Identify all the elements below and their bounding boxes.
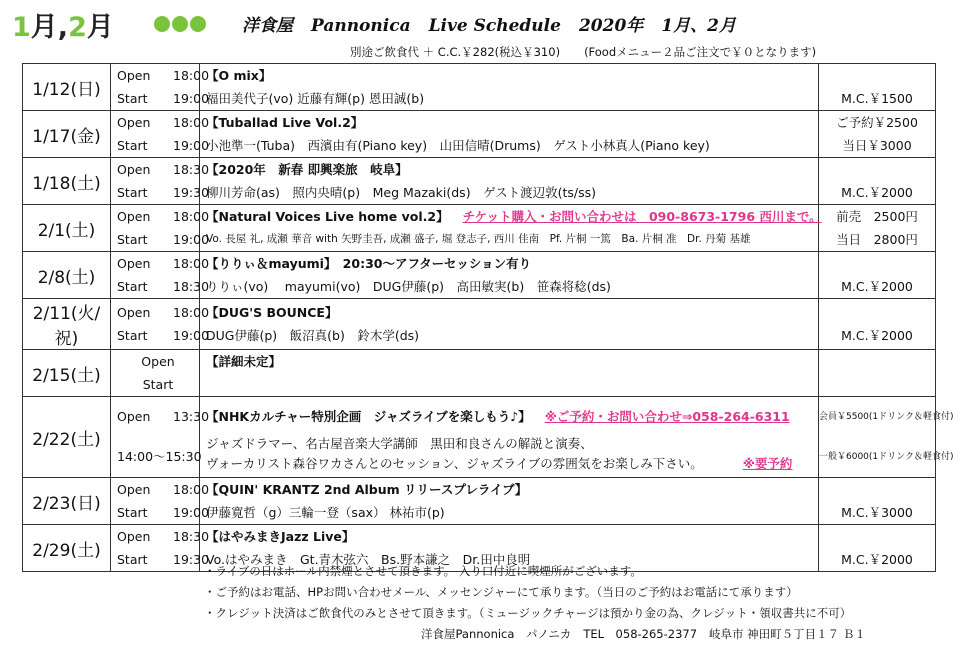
footer (421, 626, 878, 642)
event-row (23, 158, 936, 205)
event-price (819, 252, 936, 299)
open-time-label: Open (117, 68, 151, 83)
start-time-value: 18:30 (173, 279, 210, 294)
months-label: 1月、2月 (661, 16, 736, 36)
open-time-label: Open (117, 529, 151, 544)
event-title: 【O mix】 (206, 68, 272, 83)
price-line-1: 会員￥5500(1ドリンク＆軽食付) (819, 412, 954, 422)
open-time (117, 525, 210, 548)
price-line-2: M.C.￥2000 (841, 279, 913, 294)
charge-text: 別途ご飲食代 ＋ C.C.￥282(税込￥310) (350, 45, 561, 59)
price-line-2: M.C.￥2000 (841, 185, 913, 200)
event-date: 1/17(金) (23, 111, 111, 158)
start-time-value: 19:00 (173, 505, 210, 520)
event-times (111, 205, 210, 252)
open-time-value: 18:30 (173, 529, 210, 544)
month-heading (12, 5, 114, 44)
event-title: 【QUIN' KRANTZ 2nd Album リリースプレライブ】 (206, 482, 528, 497)
start-time (117, 324, 210, 347)
event-date: 2/15(土) (23, 350, 111, 397)
event-times (111, 525, 210, 572)
event-members: 福田美代子(vo) 近藤有輝(p) 恩田誠(b) (206, 91, 425, 106)
event-info (200, 111, 819, 158)
event-members: DUG伊藤(p) 飯沼真(b) 鈴木学(ds) (206, 328, 420, 343)
price-line-2: 一般￥6000(1ドリンク＆軽食付) (819, 452, 954, 462)
start-time-label: Start (117, 91, 148, 106)
event-price (819, 525, 936, 572)
event-times (111, 397, 210, 478)
open-time-label: Open (117, 162, 151, 177)
price-line-2: 当日 2800円 (836, 232, 918, 247)
open-time-value: 18:00 (173, 209, 210, 224)
open-time-label: Open (117, 305, 151, 320)
price-line-2 (819, 373, 935, 396)
open-time (117, 350, 199, 373)
event-members: 柳川芳命(as) 照内央晴(p) Meg Mazaki(ds) ゲスト渡辺敦(ts/ss) (206, 185, 596, 200)
event-price (819, 205, 936, 252)
month-2: 2 (68, 12, 87, 43)
page-title (242, 11, 754, 36)
open-time-value: 18:30 (173, 162, 210, 177)
event-price (819, 397, 954, 478)
open-time-label: Open (117, 209, 151, 224)
price-line-2: M.C.￥3000 (841, 505, 913, 520)
open-time-value: 18:00 (173, 115, 210, 130)
event-row (23, 252, 936, 299)
event-info (200, 158, 819, 205)
event-info (200, 64, 819, 111)
event-times (111, 111, 210, 158)
footer-address: 岐阜市 神田町５丁目１７ Ｂ１ (709, 627, 866, 641)
event-price (819, 299, 936, 350)
price-line-1: 前売 2500円 (836, 209, 918, 224)
venue-name: Pannonica (311, 16, 411, 36)
start-time-value: 14:00～15:30 (117, 449, 202, 464)
event-row (23, 64, 936, 111)
price-line-2: M.C.￥1500 (841, 91, 913, 106)
event-info (200, 205, 822, 252)
open-time (117, 158, 210, 181)
event-row (23, 205, 936, 252)
month-comma: , (57, 12, 69, 43)
event-row (23, 478, 936, 525)
dot-icon (190, 16, 206, 32)
start-time-value: 19:00 (173, 138, 210, 153)
start-time-label: Start (117, 232, 148, 247)
start-time-value: 19:30 (173, 185, 210, 200)
event-title: 【2020年 新春 即興楽旅 岐阜】 (206, 162, 408, 177)
start-time-value: 19:00 (173, 91, 210, 106)
event-price (819, 64, 936, 111)
price-line-2: M.C.￥2000 (841, 552, 913, 567)
start-time-label: Start (117, 328, 148, 343)
start-time-value: 19:00 (173, 232, 210, 247)
open-time-value: 18:00 (173, 68, 210, 83)
open-time (117, 397, 210, 437)
open-time (117, 205, 210, 228)
start-time (117, 228, 210, 251)
footer-name: 洋食屋Pannonica パノニカ (421, 627, 572, 641)
month-kanji: 月 (30, 12, 58, 43)
price-line-1 (819, 158, 935, 181)
event-title: 【りりぃ＆mayumi】 20:30～アフターセッション有り (206, 256, 532, 271)
event-info (200, 478, 819, 525)
contact-link: ※ご予約・お問い合わせ⇒058-264-6311 (544, 409, 790, 424)
open-time (117, 252, 210, 275)
open-time (117, 478, 210, 501)
event-date: 1/18(土) (23, 158, 111, 205)
price-line-1: ご予約￥2500 (836, 115, 918, 130)
open-time-value: 18:00 (173, 305, 210, 320)
price-line-1 (819, 301, 935, 324)
start-time-label: Start (117, 185, 148, 200)
year-label: 2020年 (578, 16, 644, 36)
event-times (111, 350, 200, 397)
start-time (117, 501, 210, 524)
event-members (206, 373, 818, 396)
start-time (117, 134, 210, 157)
event-info (200, 299, 819, 350)
start-time-label: Start (142, 377, 174, 392)
start-time (117, 373, 199, 396)
event-title: 【Natural Voices Live home vol.2】 (206, 209, 449, 224)
month-kanji-2: 月 (86, 12, 114, 43)
event-price (819, 478, 936, 525)
price-line-2: 当日￥3000 (842, 138, 912, 153)
event-members-2: ヴォーカリスト森谷ワカさんとのセッション、ジャズライブの雰囲気をお楽しみ下さい。 (206, 456, 703, 471)
start-time-value: 19:00 (173, 328, 210, 343)
event-title: 【詳細未定】 (206, 354, 282, 369)
event-members: 小池準一(Tuba) 西濱由有(Piano key) 山田信晴(Drums) ゲスト小林真人(Piano key) (206, 138, 710, 153)
start-time-value: 19:30 (173, 552, 210, 567)
open-time-value: 13:30 (173, 409, 210, 424)
open-time-value: 18:00 (173, 482, 210, 497)
event-info (200, 350, 819, 397)
start-time (117, 437, 202, 477)
event-members: Vo. 長屋 礼, 成瀬 華音 with 矢野圭吾, 成瀬 盛子, 堀 登志子, 西川 佳南 Pf. 片桐 一篤 Ba. 片桐 准 Dr. 丹菊 基雄 (206, 233, 751, 245)
event-members: ジャズドラマー、名古屋音楽大学講師 黒田和良さんの解説と演奏、 (206, 436, 593, 451)
event-row (23, 299, 936, 350)
event-title: 【DUG'S BOUNCE】 (206, 305, 338, 320)
event-info (200, 397, 819, 478)
open-time-label: Open (117, 482, 151, 497)
event-date: 1/12(日) (23, 64, 111, 111)
event-date: 2/11(火/祝) (23, 299, 111, 350)
charge-note (350, 44, 840, 60)
start-time-label: Start (117, 279, 148, 294)
open-time (117, 301, 210, 324)
event-times (111, 299, 210, 350)
dot-icon (154, 16, 170, 32)
start-time (117, 548, 210, 571)
event-title: 【NHKカルチャー特別企画 ジャズライブを楽しもう♪】 (206, 409, 531, 424)
reserve-note: ※要予約 (742, 456, 793, 471)
price-line-1 (819, 252, 935, 275)
note-smoking: ・ライブの日はホール内禁煙とさせて頂きます。 入り口付近に喫煙所がございます。 (204, 564, 642, 578)
green-dots (154, 16, 208, 36)
event-members: Vo.はやみまき Gt.青木弦六 Bs.野本謙之 Dr.田中良明 (206, 552, 531, 567)
open-time-label: Open (141, 354, 175, 369)
start-time-label: Start (117, 505, 148, 520)
month-1: 1 (12, 12, 31, 43)
start-time (117, 87, 210, 110)
venue-label: 洋食屋 (242, 16, 293, 36)
event-row (23, 397, 936, 478)
open-time-value: 18:00 (173, 256, 210, 271)
start-time-label: Start (117, 138, 148, 153)
event-row (23, 350, 936, 397)
open-time-label: Open (117, 409, 151, 424)
open-time-label: Open (117, 115, 151, 130)
event-members: 伊藤寛哲（g）三輪一登（sax） 林祐市(p) (206, 505, 445, 520)
header (12, 5, 952, 45)
event-price (819, 158, 936, 205)
event-row (23, 111, 936, 158)
event-date: 2/29(土) (23, 525, 111, 572)
event-info (200, 252, 819, 299)
event-price (819, 111, 936, 158)
schedule-subtitle: Live Schedule (428, 16, 561, 36)
event-times (111, 158, 210, 205)
price-line-1 (819, 350, 935, 373)
footer-tel: TEL 058-265-2377 (583, 627, 698, 641)
schedule-table (22, 63, 954, 572)
event-price (819, 350, 936, 397)
event-times (111, 478, 210, 525)
open-time (117, 111, 210, 134)
event-date: 2/22(土) (23, 397, 111, 478)
start-time-label: Start (117, 552, 148, 567)
dot-icon (172, 16, 188, 32)
event-title: 【はやみまきJazz Live】 (206, 529, 355, 544)
event-date: 2/23(日) (23, 478, 111, 525)
start-time (117, 181, 210, 204)
event-date: 2/1(土) (23, 205, 111, 252)
price-line-1 (819, 478, 935, 501)
event-times (111, 252, 210, 299)
event-members: りりぃ(vo) mayumi(vo) DUG伊藤(p) 高田敏実(b) 笹森将稔(ds) (206, 279, 611, 294)
note-credit: ・クレジット決済はご飲食代のみとさせて頂きます。（ミュージックチャージは預かり金の為、クレジット・領収書共に不可） (204, 606, 852, 620)
event-date: 2/8(土) (23, 252, 111, 299)
price-line-1 (819, 64, 935, 87)
food-text: (Foodメニュー２品ご注文で￥０となります) (584, 45, 817, 59)
event-title: 【Tuballad Live Vol.2】 (206, 115, 364, 130)
event-times (111, 64, 210, 111)
open-time (117, 64, 210, 87)
note-reservation: ・ご予約はお電話、HPお問い合わせメール、メッセンジャーにて承ります。（当日のご予約はお電話にて承ります） (204, 585, 798, 599)
start-time (117, 275, 210, 298)
price-line-1 (819, 525, 935, 548)
contact-link: チケット購入・お問い合わせは 090-8673-1796 西川まで。 (462, 209, 822, 224)
price-line-2: M.C.￥2000 (841, 328, 913, 343)
open-time-label: Open (117, 256, 151, 271)
